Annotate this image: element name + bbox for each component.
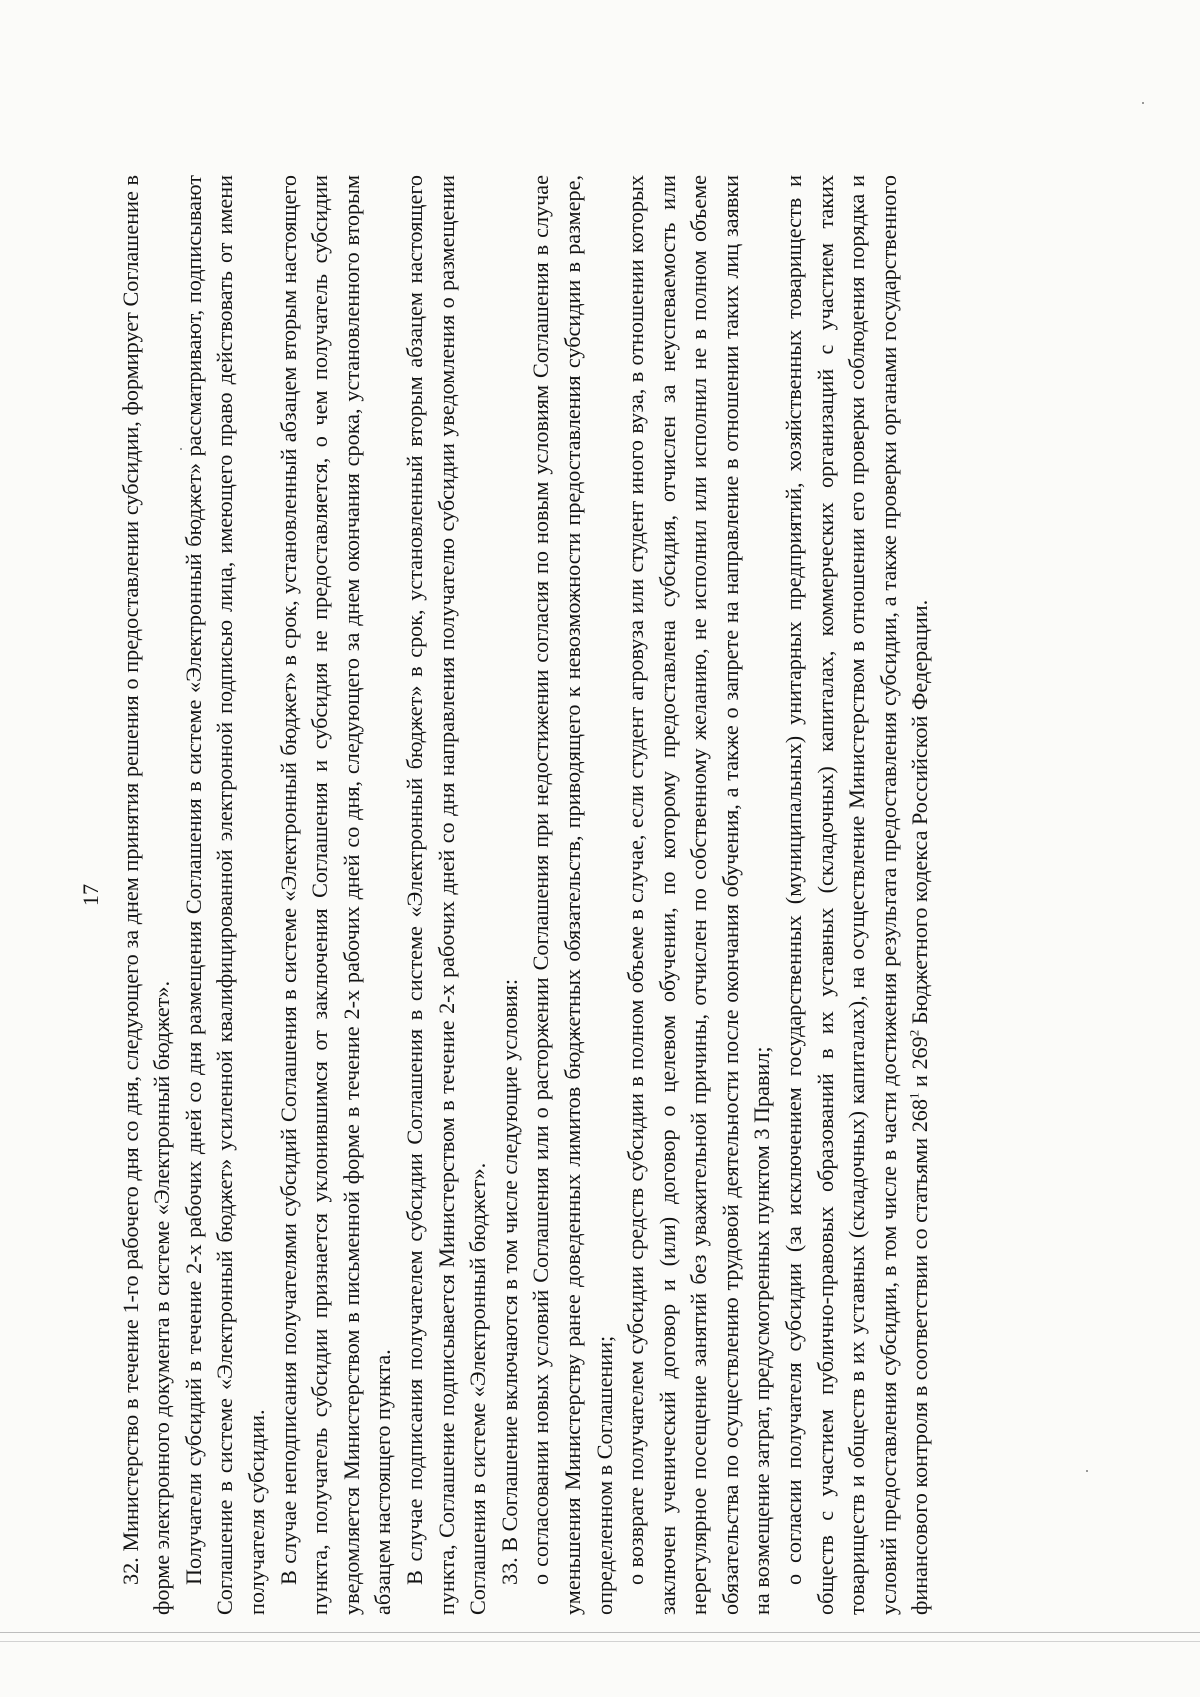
superscript-1: 1 (907, 1092, 923, 1100)
rotated-text-block (75, 175, 1045, 1615)
paragraph-33: 33. В Соглашение включаются в том числе следующие условия: (496, 978, 522, 1585)
scan-speck (1142, 102, 1144, 104)
scan-speck (1086, 1470, 1088, 1472)
scan-edge-line (0, 1632, 1200, 1633)
paragraph-non-signing: В случае неподписания получателями субсидий Соглашения в системе «Электронный бюджет» в срок, установленный абзацем вторым настоящего пункта, получатель субсидии признается уклонившимся от заключения Соглашения и субсидия не предоставляется, о чем получатель субсидии уведомляется Министерством в письменной форме в течение 2-х рабочих дней со дня, следующего за днем окончания срока, установленного вторым абзацем настоящего пункта. (275, 175, 396, 1615)
paragraph-new-conditions: о согласовании новых условий Соглашения или о расторжении Соглашения при недостижении согласия по новым условиям Соглашения в случае уменьшения Министерству ранее доведенных лимитов бюджетных обязательств, приводящего к невозможности предоставления субсидии в размере, определенном в Соглашении; (528, 175, 617, 1615)
paragraph-recipients-sign: Получатели субсидий в течение 2-х рабочих дней со дня размещения Соглашения в системе «Электронный бюджет» рассматривают, подписывают Соглашение в системе «Электронный бюджет» усиленной квалифицированной электронной подписью лица, имеющего право действовать от имени получателя субсидии. (180, 175, 269, 1615)
superscript-2: 2 (907, 1029, 923, 1037)
paragraph-signing: В случае подписания получателем субсидии Соглашения в системе «Электронный бюджет» в срок, установленный вторым абзацем настоящего пункта, Соглашение подписывается Министерством в течение 2-х рабочих дней со дня направления получателю субсидии уведомления о размещении Соглашения в системе «Электронный бюджет». (401, 175, 491, 1615)
paragraph-consent-text: о согласии получателя субсидии (за исключением государственных (муниципальных) унитарных предприятий, хозяйственных товариществ и обществ с участием публично-правовых образований в их уставных (складочных) капиталах, коммерческих организаций с участием таких товариществ и обществ в их уставных (складочных) капиталах), на осуществление Министерством в отношении его проверки соблюдения порядка и условий предоставления субсидии, в том числе в части достижения результата предоставления субсидии, а также проверки органами государственного финансового контроля в соответствии со статьями 268 (781, 175, 933, 1615)
paragraph-refund: о возврате получателем субсидии средств субсидии в полном объеме в случае, если студент агровуза или студент иного вуза, в отношении которых заключен ученический договор и (или) договор о целевом обучении, по которому предоставлена субсидия, отчислен за неуспеваемость или нерегулярное посещение занятий без уважительной причины, отчислен по собственному желанию, не исполнил или исполнил не в полном объеме обязательства по осуществлению трудовой деятельности после окончания обучения, а также о запрете на направление в отношении таких лиц заявки на возмещение затрат, предусмотренных пунктом 3 Правил; (623, 175, 775, 1615)
scan-edge-line (0, 1641, 1200, 1642)
page-number: 17 (78, 883, 103, 907)
paragraph-consent-and: и 269 (907, 1036, 933, 1093)
paragraph-consent-end: Бюджетного кодекса Российской Федерации. (907, 599, 933, 1030)
paragraph-consent (778, 175, 936, 1615)
paragraph-32: 32. Министерство в течение 1-го рабочего дня со дня, следующего за днем принятия решения о предоставлении субсидии, формирует Соглашение в форме электронного документа в системе «Электронный бюджет». (117, 175, 175, 1615)
